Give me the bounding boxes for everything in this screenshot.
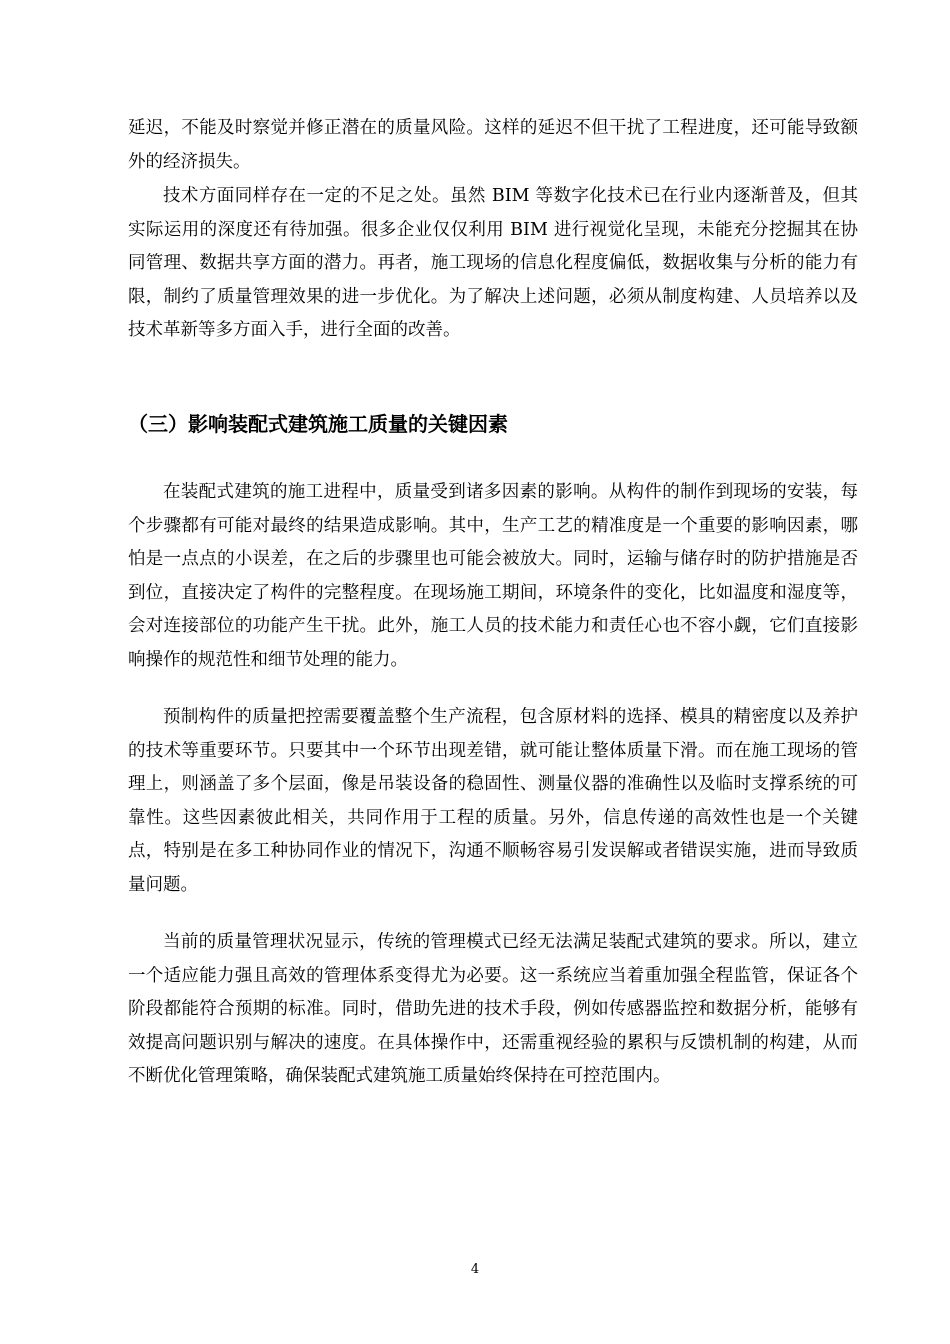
paragraph-technology-shortcomings: 技术方面同样存在一定的不足之处。虽然 BIM 等数字化技术已在行业内逐渐普及，但其实际运用的深度还有待加强。很多企业仅仅利用 BIM 进行视觉化呈现，未能充分挖掘其在协同管理、数据共享方面的潜力。再者，施工现场的信息化程度偏低，数据收集与分析的能力有限，制约了质量管理效果的进一步优化。为了解决上述问题，必须从制度构建、人员培养以及技术革新等多方面入手，进行全面的改善。 [128, 186, 858, 340]
paragraph-prefab-quality-control: 预制构件的质量把控需要覆盖整个生产流程，包含原材料的选择、模具的精密度以及养护的技术等重要环节。只要其中一个环节出现差错，就可能让整体质量下滑。而在施工现场的管理上，则涵盖了多个层面，像是吊装设备的稳固性、测量仪器的准确性以及临时支撑系统的可靠性。这些因素彼此相关，共同作用于工程的质量。另外，信息传递的高效性也是一个关键点，特别是在多工种协同作业的情况下，沟通不顺畅容易引发误解或者错误实施，进而导致质量问题。 [128, 707, 858, 895]
paragraph-continuation: 延迟，不能及时察觉并修正潜在的质量风险。这样的延迟不但干扰了工程进度，还可能导致额外的经济损失。 [128, 118, 858, 172]
paragraph-influencing-factors: 在装配式建筑的施工进程中，质量受到诸多因素的影响。从构件的制作到现场的安装，每个步骤都有可能对最终的结果造成影响。其中，生产工艺的精准度是一个重要的影响因素，哪怕是一点点的小误差，在之后的步骤里也可能会被放大。同时，运输与储存时的防护措施是否到位，直接决定了构件的完整程度。在现场施工期间，环境条件的变化，比如温度和湿度等，会对连接部位的功能产生干扰。此外，施工人员的技术能力和责任心也不容小觑，它们直接影响操作的规范性和细节处理的能力。 [128, 482, 858, 670]
paragraph-management-system: 当前的质量管理状况显示，传统的管理模式已经无法满足装配式建筑的要求。所以，建立一个适应能力强且高效的管理体系变得尤为必要。这一系统应当着重加强全程监管，保证各个阶段都能符合预期的标准。同时，借助先进的技术手段，例如传感器监控和数据分析，能够有效提高问题识别与解决的速度。在具体操作中，还需重视经验的累积与反馈机制的构建，从而不断优化管理策略，确保装配式建筑施工质量始终保持在可控范围内。 [128, 932, 858, 1086]
page-number: 4 [470, 1262, 480, 1277]
section-heading: （三）影响装配式建筑施工质量的关键因素 [128, 412, 508, 436]
